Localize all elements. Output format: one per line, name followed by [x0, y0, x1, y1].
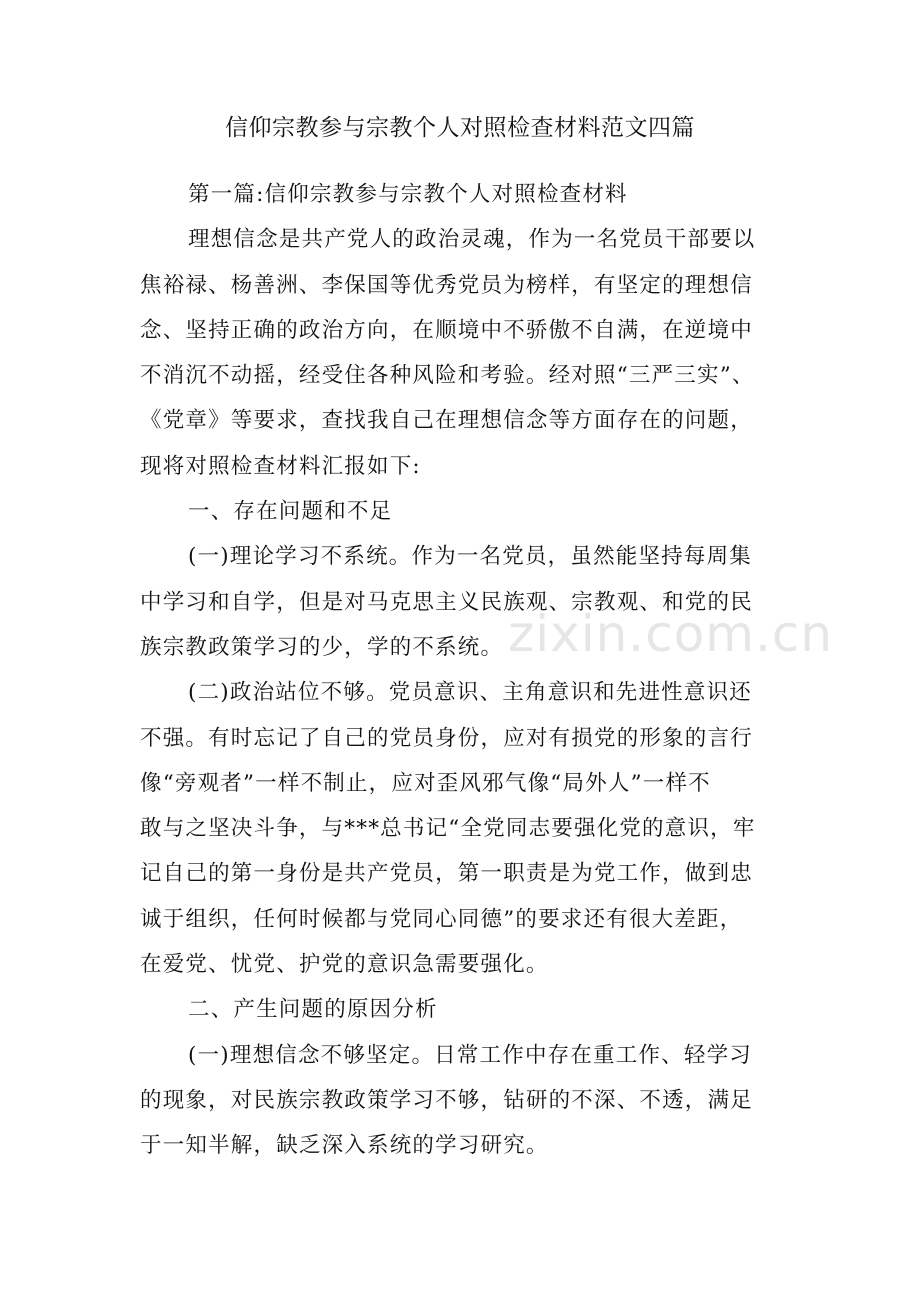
section-heading: 一、存在问题和不足: [188, 499, 393, 525]
paragraph-line: (一)理论学习不系统。作为一名党员，虽然能坚持每周集: [188, 544, 752, 570]
paragraph-line: 像“旁观者”一样不制止，应对歪风邪气像“局外人”一样不: [140, 770, 711, 796]
paragraph-line: 理想信念是共产党人的政治灵魂，作为一名党员干部要以: [188, 227, 756, 253]
document-title: 信仰宗教参与宗教个人对照检查材料范文四篇: [225, 115, 695, 141]
paragraph-line: 记自己的第一身份是共产党员，第一职责是为党工作，做到忠: [140, 861, 753, 887]
paragraph-line: 在爱党、忧党、护党的意识急需要强化。: [140, 952, 549, 978]
paragraph-line: 的现象，对民族宗教政策学习不够，钻研的不深、不透，满足: [140, 1087, 753, 1113]
paragraph-line: 于一知半解，缺乏深入系统的学习研究。: [140, 1133, 549, 1159]
paragraph-line: 念、坚持正确的政治方向，在顺境中不骄傲不自满，在逆境中: [140, 317, 753, 343]
paragraph-line: 族宗教政策学习的少，学的不系统。: [140, 634, 504, 660]
paragraph-line: (一)理想信念不够坚定。日常工作中存在重工作、轻学习: [188, 1042, 752, 1068]
paragraph-line: 敢与之坚决斗争，与***总书记“全党同志要强化党的意识，牢: [140, 816, 756, 842]
paragraph-line: 《党章》等要求，查找我自己在理想信念等方面存在的问题，: [140, 408, 753, 434]
paragraph-line: 中学习和自学，但是对马克思主义民族观、宗教观、和党的民: [140, 589, 753, 615]
section-heading: 二、产生问题的原因分析: [188, 997, 438, 1023]
paragraph-line: 现将对照检查材料汇报如下:: [140, 453, 421, 479]
paragraph-line: 不强。有时忘记了自己的党员身份，应对有损党的形象的言行: [140, 725, 753, 751]
paragraph-line: 焦裕禄、杨善洲、李保国等优秀党员为榜样，有坚定的理想信: [140, 272, 753, 298]
paragraph-line: (二)政治站位不够。党员意识、主角意识和先进性意识还: [188, 680, 752, 706]
section-heading: 第一篇:信仰宗教参与宗教个人对照检查材料: [188, 182, 628, 207]
document-body: [140, 172, 790, 1169]
paragraph-line: 诚于组织，任何时候都与党同心同德”的要求还有很大差距，: [140, 906, 743, 932]
paragraph-line: 不消沉不动摇，经受住各种风险和考验。经对照“三严三实”、: [140, 363, 755, 389]
site-watermark: zixin.com.cn: [508, 605, 834, 663]
